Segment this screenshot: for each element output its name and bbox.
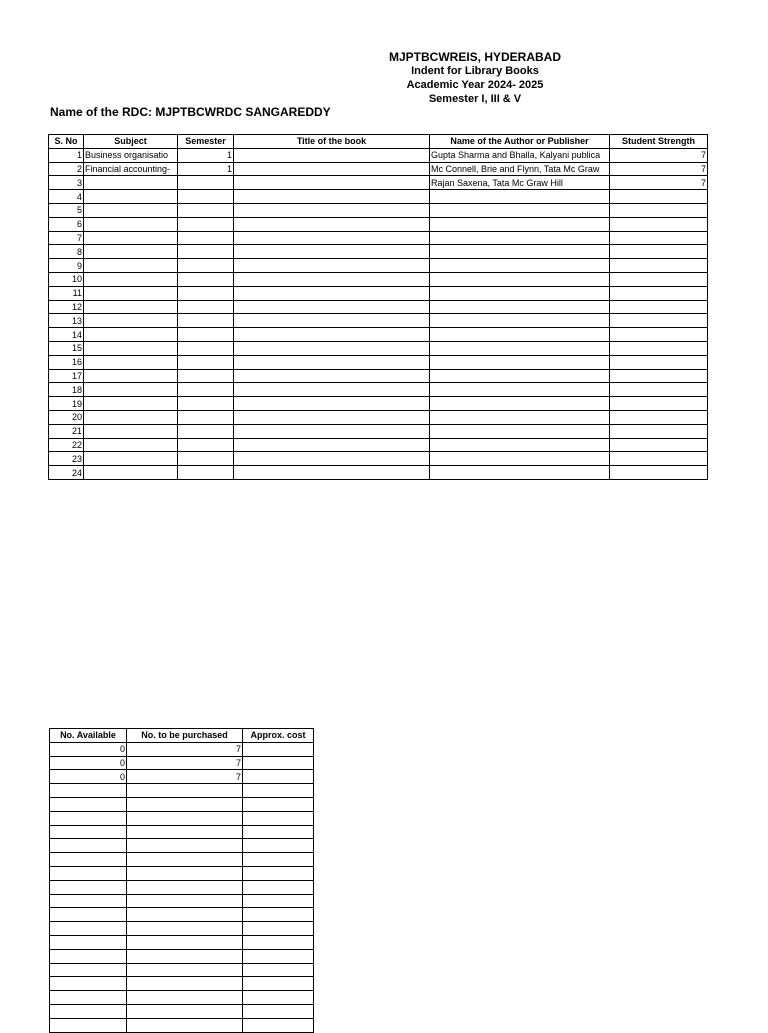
table-row [49,148,708,162]
cell-no-to-purchase [127,908,243,922]
cell-sno: 22 [49,438,84,452]
cell-student-strength [610,452,708,466]
table-row [49,314,708,328]
cell-semester [178,452,234,466]
cell-student-strength [610,397,708,411]
cell-no-available [50,991,127,1005]
cell-author-publisher [430,438,610,452]
stock-cost-table [49,728,314,1033]
cell-semester: 1 [178,162,234,176]
cell-student-strength [610,300,708,314]
cell-approx-cost [243,991,314,1005]
table-row [50,770,314,784]
cell-no-available [50,880,127,894]
cell-author-publisher [430,383,610,397]
cell-student-strength: 7 [610,162,708,176]
cell-no-available [50,935,127,949]
cell-approx-cost [243,922,314,936]
cell-author-publisher [430,355,610,369]
cell-approx-cost [243,784,314,798]
cell-author-publisher [430,341,610,355]
table-header-row [50,729,314,743]
cell-subject [84,383,178,397]
cell-sno: 20 [49,410,84,424]
cell-sno: 21 [49,424,84,438]
table-row [49,300,708,314]
cell-book-title [234,259,430,273]
cell-book-title [234,328,430,342]
cell-book-title [234,397,430,411]
cell-subject [84,466,178,480]
table-row [50,894,314,908]
cell-author-publisher [430,272,610,286]
cell-student-strength [610,328,708,342]
table-row [49,438,708,452]
table-row [50,825,314,839]
organization-title: MJPTBCWREIS, HYDERABAD [388,50,561,64]
cell-approx-cost [243,770,314,784]
cell-approx-cost [243,1018,314,1032]
cell-book-title [234,162,430,176]
cell-semester [178,424,234,438]
cell-student-strength [610,369,708,383]
cell-sno: 3 [49,176,84,190]
table-row [50,991,314,1005]
cell-book-title [234,300,430,314]
cell-approx-cost [243,880,314,894]
cell-semester [178,245,234,259]
cell-no-to-purchase [127,977,243,991]
cell-subject [84,259,178,273]
table-row [49,217,708,231]
cell-semester [178,438,234,452]
cell-sno: 6 [49,217,84,231]
cell-author-publisher [430,369,610,383]
cell-no-to-purchase [127,839,243,853]
semester-label: Semester I, III & V [428,93,522,105]
table-row [49,383,708,397]
cell-book-title [234,452,430,466]
cell-author-publisher [430,286,610,300]
cell-author-publisher [430,231,610,245]
cell-student-strength [610,217,708,231]
cell-no-to-purchase: 7 [127,770,243,784]
cell-no-available [50,894,127,908]
cell-sno: 23 [49,452,84,466]
cell-no-to-purchase [127,1018,243,1032]
cell-no-available [50,839,127,853]
cell-subject [84,341,178,355]
cell-student-strength [610,438,708,452]
cell-subject [84,328,178,342]
cell-approx-cost [243,839,314,853]
table-row [50,880,314,894]
cell-sno: 14 [49,328,84,342]
cell-approx-cost [243,866,314,880]
cell-semester [178,286,234,300]
cell-approx-cost [243,963,314,977]
cell-semester [178,300,234,314]
cell-student-strength: 7 [610,176,708,190]
cell-semester [178,259,234,273]
cell-approx-cost [243,853,314,867]
cell-no-available: 0 [50,770,127,784]
cell-sno: 9 [49,259,84,273]
cell-subject [84,286,178,300]
cell-semester [178,272,234,286]
cell-no-to-purchase [127,963,243,977]
cell-no-available [50,866,127,880]
cell-sno: 12 [49,300,84,314]
cell-no-available: 0 [50,742,127,756]
cell-author-publisher [430,203,610,217]
cell-student-strength [610,466,708,480]
cell-author-publisher [430,466,610,480]
cell-sno: 4 [49,190,84,204]
cell-no-available [50,1004,127,1018]
cell-author-publisher: Mc Connell, Brie and Flynn, Tata Mc Graw [430,162,610,176]
cell-subject [84,410,178,424]
cell-subject: Financial accounting- [84,162,178,176]
table-row [50,866,314,880]
cell-book-title [234,383,430,397]
cell-author-publisher [430,452,610,466]
table-row [49,176,708,190]
cell-sno: 24 [49,466,84,480]
cell-no-to-purchase [127,797,243,811]
table-row [50,853,314,867]
cell-no-to-purchase [127,811,243,825]
cell-subject [84,314,178,328]
cell-book-title [234,272,430,286]
cell-author-publisher [430,397,610,411]
cell-sno: 7 [49,231,84,245]
table-row [49,424,708,438]
cell-subject [84,272,178,286]
cell-author-publisher [430,259,610,273]
book-indent-table [48,134,708,480]
cell-no-to-purchase [127,949,243,963]
cell-author-publisher [430,424,610,438]
cell-no-to-purchase [127,866,243,880]
table-row [50,811,314,825]
cell-sno: 8 [49,245,84,259]
cell-no-available: 0 [50,756,127,770]
cell-subject [84,190,178,204]
cell-no-available [50,784,127,798]
cell-no-available [50,825,127,839]
table-row [49,286,708,300]
cell-sno: 1 [49,148,84,162]
table-row [49,369,708,383]
cell-student-strength [610,410,708,424]
cell-subject: Business organisatio [84,148,178,162]
header-student-strength: Student Strength [610,135,708,149]
cell-student-strength [610,286,708,300]
cell-subject [84,203,178,217]
cell-student-strength [610,383,708,397]
cell-no-to-purchase [127,825,243,839]
cell-student-strength [610,272,708,286]
table-row [50,908,314,922]
cell-approx-cost [243,977,314,991]
table-row [50,935,314,949]
cell-author-publisher [430,300,610,314]
cell-no-available [50,1018,127,1032]
table-row [50,1004,314,1018]
table-header-row [49,135,708,149]
table-row [49,190,708,204]
table-row [50,1018,314,1032]
table-row [49,410,708,424]
cell-student-strength: 7 [610,148,708,162]
table-row [50,949,314,963]
cell-book-title [234,369,430,383]
table-row [49,328,708,342]
cell-semester [178,314,234,328]
cell-book-title [234,466,430,480]
cell-semester [178,410,234,424]
table-row [49,341,708,355]
cell-subject [84,355,178,369]
cell-semester [178,397,234,411]
cell-approx-cost [243,811,314,825]
table-row [50,742,314,756]
cell-no-available [50,853,127,867]
cell-no-available [50,797,127,811]
cell-semester [178,328,234,342]
table-row [50,784,314,798]
cell-subject [84,231,178,245]
cell-subject [84,176,178,190]
table-row [49,245,708,259]
cell-author-publisher: Gupta Sharma and Bhalla, Kalyani publica [430,148,610,162]
header-sno: S. No [49,135,84,149]
header-subject: Subject [84,135,178,149]
cell-student-strength [610,314,708,328]
cell-no-to-purchase [127,894,243,908]
cell-sno: 15 [49,341,84,355]
cell-book-title [234,231,430,245]
cell-author-publisher [430,190,610,204]
cell-no-to-purchase [127,935,243,949]
document-title: Indent for Library Books [411,65,539,77]
cell-approx-cost [243,894,314,908]
cell-no-to-purchase: 7 [127,742,243,756]
cell-book-title [234,148,430,162]
cell-no-available [50,963,127,977]
cell-subject [84,397,178,411]
cell-sno: 5 [49,203,84,217]
cell-approx-cost [243,1004,314,1018]
cell-approx-cost [243,935,314,949]
cell-subject [84,245,178,259]
cell-semester [178,466,234,480]
cell-approx-cost [243,797,314,811]
cell-subject [84,217,178,231]
cell-approx-cost [243,908,314,922]
cell-semester [178,217,234,231]
header-book-title: Title of the book [234,135,430,149]
cell-no-to-purchase [127,784,243,798]
cell-sno: 13 [49,314,84,328]
table-row [50,963,314,977]
cell-book-title [234,176,430,190]
cell-student-strength [610,424,708,438]
cell-sno: 17 [49,369,84,383]
cell-semester [178,176,234,190]
table-row [49,466,708,480]
cell-book-title [234,424,430,438]
cell-subject [84,438,178,452]
cell-subject [84,369,178,383]
cell-student-strength [610,355,708,369]
table-row [49,397,708,411]
table-row [49,231,708,245]
cell-student-strength [610,245,708,259]
cell-student-strength [610,190,708,204]
cell-student-strength [610,259,708,273]
cell-semester [178,231,234,245]
cell-no-available [50,811,127,825]
cell-sno: 2 [49,162,84,176]
cell-author-publisher: Rajan Saxena, Tata Mc Graw Hill [430,176,610,190]
cell-semester [178,383,234,397]
table-row [49,272,708,286]
cell-book-title [234,203,430,217]
cell-book-title [234,438,430,452]
cell-semester [178,355,234,369]
table-row [50,756,314,770]
header-no-available: No. Available [50,729,127,743]
cell-approx-cost [243,825,314,839]
header-approx-cost: Approx. cost [243,729,314,743]
table-row [49,355,708,369]
academic-year: Academic Year 2024- 2025 [406,79,544,91]
cell-sno: 16 [49,355,84,369]
cell-approx-cost [243,756,314,770]
cell-semester: 1 [178,148,234,162]
cell-sno: 19 [49,397,84,411]
cell-semester [178,341,234,355]
cell-no-available [50,908,127,922]
cell-student-strength [610,231,708,245]
cell-semester [178,369,234,383]
cell-semester [178,190,234,204]
rdc-name: Name of the RDC: MJPTBCWRDC SANGAREDDY [50,105,331,119]
cell-author-publisher [430,245,610,259]
cell-book-title [234,245,430,259]
cell-subject [84,300,178,314]
cell-student-strength [610,203,708,217]
table-row [50,797,314,811]
cell-no-to-purchase [127,853,243,867]
cell-author-publisher [430,410,610,424]
cell-no-to-purchase [127,991,243,1005]
cell-no-to-purchase [127,922,243,936]
cell-no-available [50,977,127,991]
cell-sno: 18 [49,383,84,397]
cell-book-title [234,355,430,369]
header-no-to-purchase: No. to be purchased [127,729,243,743]
cell-book-title [234,286,430,300]
cell-book-title [234,217,430,231]
header-author-publisher: Name of the Author or Publisher [430,135,610,149]
table-row [49,203,708,217]
cell-sno: 11 [49,286,84,300]
cell-no-to-purchase [127,1004,243,1018]
cell-semester [178,203,234,217]
table-row [49,259,708,273]
cell-author-publisher [430,217,610,231]
cell-book-title [234,341,430,355]
cell-book-title [234,314,430,328]
table-row [50,839,314,853]
table-row [50,922,314,936]
cell-author-publisher [430,314,610,328]
cell-sno: 10 [49,272,84,286]
table-row [50,977,314,991]
cell-book-title [234,410,430,424]
cell-author-publisher [430,328,610,342]
table-row [49,162,708,176]
table-row [49,452,708,466]
cell-no-available [50,922,127,936]
cell-approx-cost [243,742,314,756]
cell-subject [84,424,178,438]
cell-student-strength [610,341,708,355]
cell-subject [84,452,178,466]
cell-no-to-purchase [127,880,243,894]
cell-book-title [234,190,430,204]
cell-no-available [50,949,127,963]
header-semester: Semester [178,135,234,149]
cell-approx-cost [243,949,314,963]
cell-no-to-purchase: 7 [127,756,243,770]
